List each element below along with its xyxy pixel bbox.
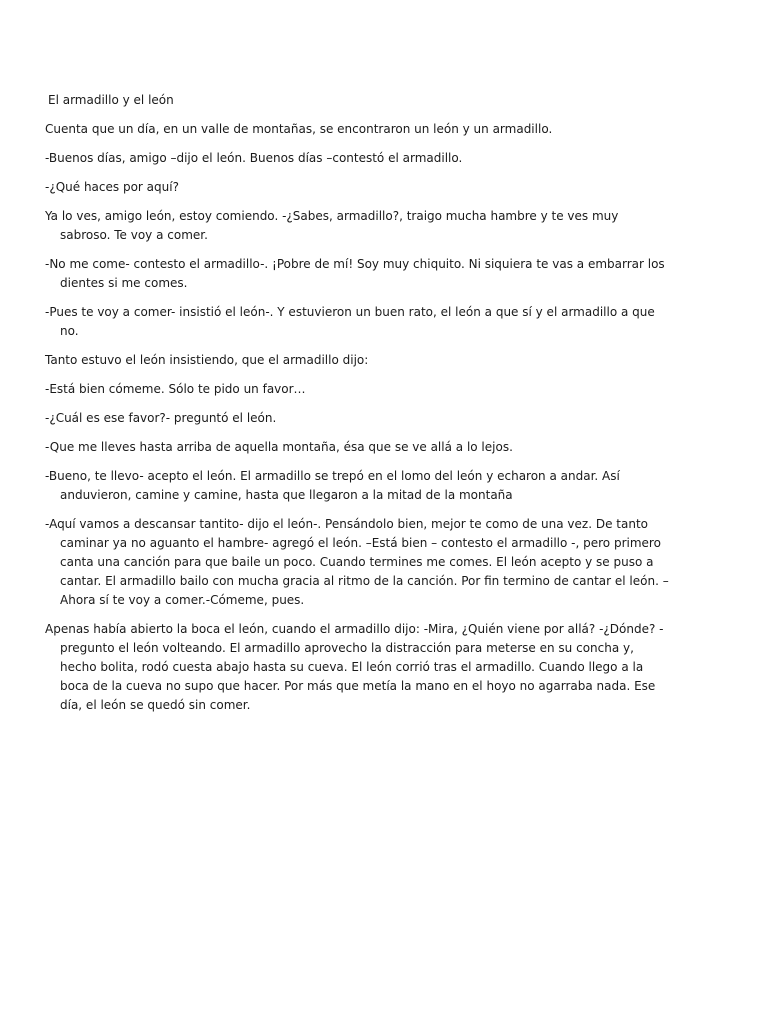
paragraph-9: -¿Cuál es ese favor?- preguntó el león. <box>45 411 277 425</box>
paragraph-4: Ya lo ves, amigo león, estoy comiendo. -¿Sabes, armadillo?, traigo mucha hambre y te ves muy sabroso. Te voy a comer. <box>45 209 619 242</box>
paragraph-1: Cuenta que un día, en un valle de montañas, se encontraron un león y un armadillo. <box>45 122 553 136</box>
paragraph-7: Tanto estuvo el león insistiendo, que el armadillo dijo: <box>45 353 369 367</box>
paragraph-3: -¿Qué haces por aquí? <box>45 180 179 194</box>
paragraph-2: -Buenos días, amigo –dijo el león. Buenos días –contestó el armadillo. <box>45 151 463 165</box>
paragraph-11: -Bueno, te llevo- acepto el león. El armadillo se trepó en el lomo del león y echaron a andar. Así anduvieron, camine y camine, hasta que llegaron a la mitad de la montaña <box>45 469 620 502</box>
story-title: El armadillo y el león <box>48 93 174 107</box>
paragraph-12: -Aquí vamos a descansar tantito- dijo el león-. Pensándolo bien, mejor te como de una vez. De tanto caminar ya no aguanto el hambre- agregó el león. –Está bien – contesto el armadillo -, pero primero canta una canción para que baile un poco. Cuando termines me comes. El león acepto y se puso a cantar. El armadillo bailo con mucha gracia al ritmo de la canción. Por fin termino de cantar el león. –Ahora sí te voy a comer.-Cómeme, pues. <box>45 517 669 607</box>
paragraph-13: Apenas había abierto la boca el león, cuando el armadillo dijo: -Mira, ¿Quién viene por allá? -¿Dónde? -pregunto el león volteando. El armadillo aprovecho la distracción para meterse en su concha y, hecho bolita, rodó cuesta abajo hasta su cueva. El león corrió tras el armadillo. Cuando llego a la boca de la cueva no supo que hacer. Por más que metía la mano en el hoyo no agarraba nada. Ese día, el león se quedó sin comer. <box>45 622 664 712</box>
paragraph-10: -Que me lleves hasta arriba de aquella montaña, ésa que se ve allá a lo lejos. <box>45 440 513 454</box>
document-body <box>45 91 669 725</box>
paragraph-5: -No me come- contesto el armadillo-. ¡Pobre de mí! Soy muy chiquito. Ni siquiera te vas a embarrar los dientes si me comes. <box>45 257 665 290</box>
paragraph-6: -Pues te voy a comer- insistió el león-. Y estuvieron un buen rato, el león a que sí y el armadillo a que no. <box>45 305 655 338</box>
paragraph-8: -Está bien cómeme. Sólo te pido un favor… <box>45 382 306 396</box>
